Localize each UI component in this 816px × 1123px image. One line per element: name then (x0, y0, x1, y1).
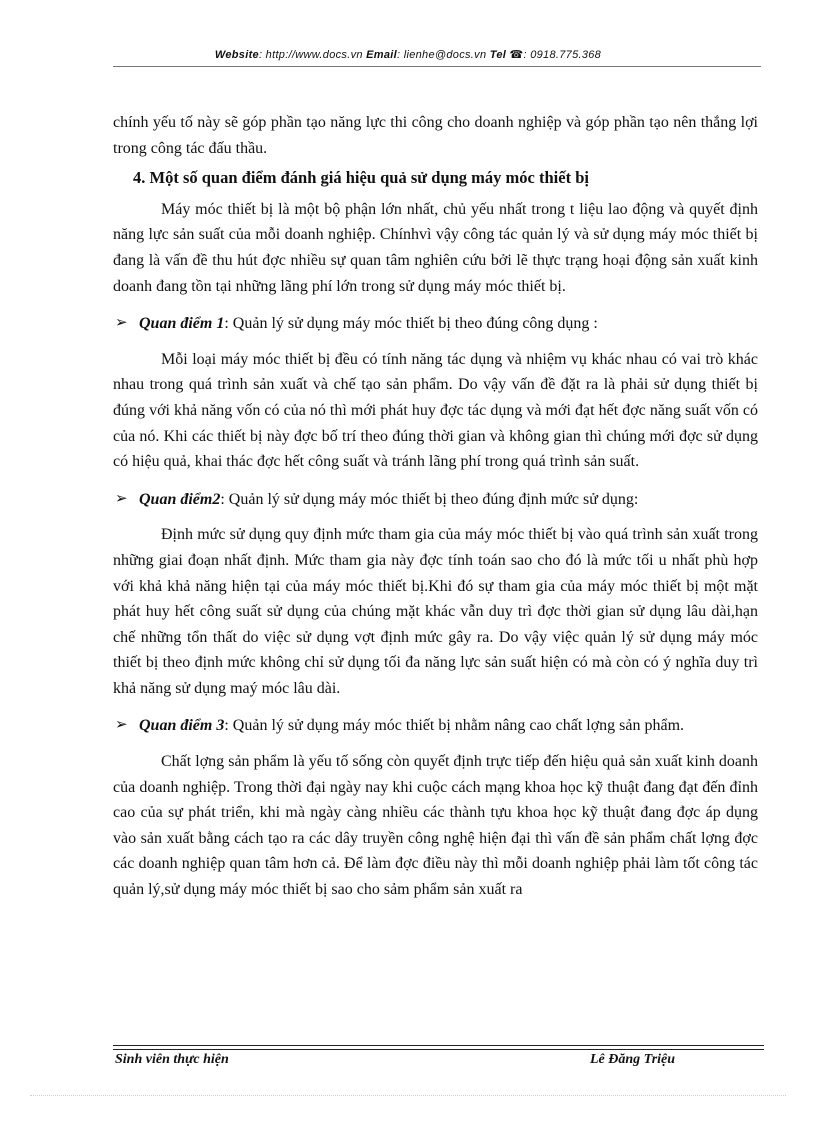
viewpoint-2-label: Quan điểm2 (139, 490, 221, 508)
paragraph-1: Máy móc thiết bị là một bộ phận lớn nhất, chủ yếu nhất trong t liệu lao động và quyết định năng lực sản suất của mỗi doanh nghiệp. Chínhvì vậy công tác quản lý và sử dụng máy móc thiết bị đang là vấn đề thu hút đợc nhiều sự quan tâm nghiên cứu bởi lẽ thực trạng hoại động sản xuất kinh doanh đang tồn tại những lãng phí lớn trong sử dụng máy móc thiết bị. (113, 200, 758, 295)
arrow-bullet-icon: ➢ (115, 315, 128, 332)
section-heading: 4. Một số quan điểm đánh giá hiệu quả sử dụng máy móc thiết bị (133, 168, 589, 188)
document-body (113, 110, 758, 903)
arrow-bullet-icon: ➢ (115, 490, 128, 507)
viewpoint-3-label: Quan điểm 3 (139, 717, 225, 735)
website-value: : http://www.docs.vn (258, 49, 363, 61)
viewpoint-2 (113, 487, 758, 513)
tel-value: : 0918.775.368 (523, 49, 602, 61)
header-divider (113, 66, 761, 67)
viewpoint-1 (113, 311, 758, 337)
viewpoint-3-text: : Quản lý sử dụng máy móc thiết bị nhằm nâng cao chất lợng sản phẩm. (224, 717, 685, 735)
paragraph-3: Định mức sử dụng quy định mức tham gia của máy móc thiết bị vào quá trình sản xuất trong những giai đoạn nhất định. Mức tham gia này đợc tính toán sao cho đó là mức tối u nhất phù hợp với khả khả năng hiện tại của máy móc thiết bị.Khi đó sự tham gia của máy móc thiết bị một mặt phát huy hết công suất sử dụng của chúng mặt khác vẫn duy trì đợc thời gian sử dụng lâu dài,hạn chế những tổn thất do việc sử dụng vợt định mức gây ra. Do vậy việc quản lý sử dụng máy móc thiết bị theo định mức không chỉ sử dụng tối đa năng lực sản suất hiện có mà còn có ý nghĩa duy trì khả năng sử dụng maý móc lâu dài. (113, 526, 758, 697)
viewpoint-1-text: : Quản lý sử dụng máy móc thiết bị theo đúng công dụng : (224, 315, 598, 333)
tel-label: Tel (489, 49, 507, 61)
paragraph-4: Chất lợng sản phẩm là yếu tố sống còn quyết định trực tiếp đến hiệu quả sản xuất kinh doanh của doanh nghiệp. Trong thời đại ngày nay khi cuộc cách mạng khoa học kỹ thuật đang đạt đến đỉnh cao của sự phát triển, khi mà ngày càng nhiều các thành tựu khoa học kỹ thuật đang đợc áp dụng vào sản xuất bằng cách tạo ra các dây truyền công nghệ hiện đại thì vấn đề sản phẩm chất lợng đợc các doanh nghiệp quan tâm hơn cả. Để làm đợc điều này thì mỗi doanh nghiệp phải làm tốt công tác quản lý,sử dụng máy móc thiết bị sao cho sảm phẩm sản xuất ra (113, 753, 758, 899)
email-label: Email (366, 49, 398, 61)
footer-student-label: Sinh viên thực hiện (115, 1052, 229, 1067)
viewpoint-1-label: Quan điểm 1 (139, 315, 225, 333)
phone-icon: ☎ (509, 49, 524, 61)
footer-divider-thin (113, 1049, 764, 1050)
page-bottom-dotted-line (30, 1095, 786, 1096)
paragraph-2: Mỗi loại máy móc thiết bị đều có tính năng tác dụng và nhiệm vụ khác nhau có vai trò khác nhau trong quá trình sản xuất và chế tạo sản phẩm. Do vậy vấn đề đặt ra là phải sử dụng thiết bị đúng với khả năng vốn có của nó thì mới phát huy đợc tác dụng và mới đạt hết đợc năng suất vốn có của nó. Khi các thiết bị này đợc bố trí theo đúng thời gian và không gian thì chúng mới đợc sử dụng có hiệu quả, khai thác đợc hết công suất và tránh lãng phí trong quá trình sản suất. (113, 350, 758, 471)
intro-paragraph: chính yếu tố này sẽ góp phần tạo năng lực thi công cho doanh nghiệp và góp phần tạo nên thắng lợi trong công tác đấu thầu. (113, 114, 758, 157)
page-header (0, 48, 816, 61)
viewpoint-2-text: : Quản lý sử dụng máy móc thiết bị theo đúng định mức sử dụng: (220, 490, 639, 508)
website-label: Website (214, 49, 259, 61)
footer-author-name: Lê Đăng Triệu (590, 1052, 676, 1067)
footer-divider-thick (113, 1045, 764, 1046)
viewpoint-3 (113, 713, 758, 739)
email-value: : lienhe@docs.vn (397, 49, 487, 61)
arrow-bullet-icon: ➢ (115, 717, 128, 734)
